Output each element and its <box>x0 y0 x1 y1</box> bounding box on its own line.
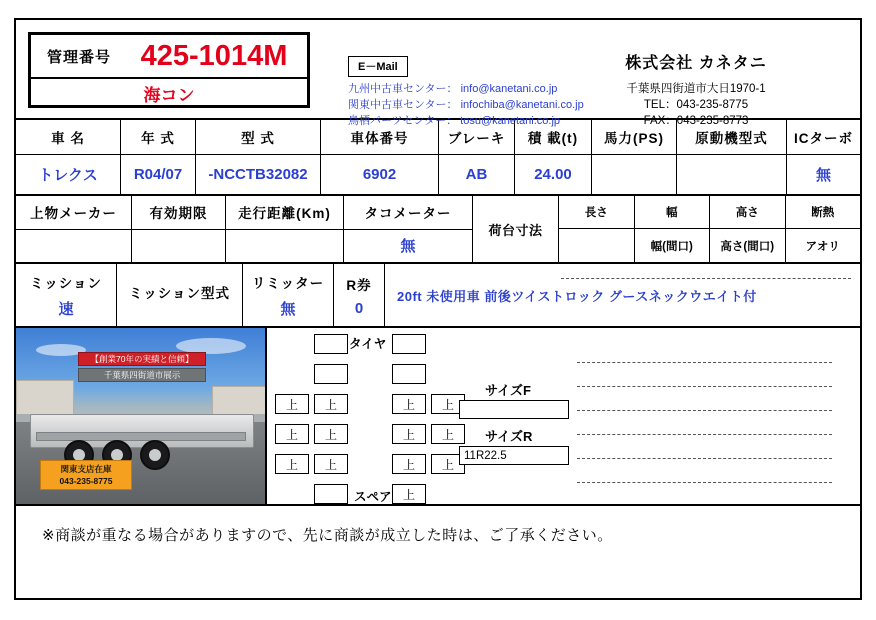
email-line-kanto: 関東中古車センター： infochiba@kanetani.co.jp <box>348 99 584 111</box>
size-r-input[interactable]: 11R22.5 <box>459 446 569 465</box>
tire-axle2-inner-right[interactable]: 上 <box>392 424 426 444</box>
company-name: 株式会社 カネタニ <box>625 55 767 72</box>
spec-header-chassis: 車体番号 <box>321 120 439 154</box>
dash-line-4 <box>577 434 832 435</box>
tire-title: タイヤ <box>349 337 387 351</box>
spec-value-model: -NCCTB32082 <box>196 155 321 194</box>
tire-box-front-right[interactable] <box>392 334 426 354</box>
limiter-cell: リミッター 無 <box>243 264 334 326</box>
trailer-beam <box>36 432 246 441</box>
tire-axle3-inner-right[interactable]: 上 <box>392 454 426 474</box>
dash-line-6 <box>577 482 832 483</box>
spec-value-engine <box>677 155 787 194</box>
company-block <box>546 50 846 129</box>
rticket-cell: R券 0 <box>346 277 372 317</box>
tire-box-second-left[interactable] <box>314 364 348 384</box>
spec-header-power: 馬力(PS) <box>592 120 677 154</box>
nidai-dash-line <box>561 278 851 279</box>
maker-header-body: 上物メーカー <box>16 196 132 229</box>
tire-axle2-outer-right[interactable]: 上 <box>431 424 465 444</box>
spec-header-engine: 原動機型式 <box>677 120 787 154</box>
email-line-tosu: 鳥栖パーツセンター： tosu@kanetani.co.jp <box>348 115 561 127</box>
tire-axle3-outer-right[interactable]: 上 <box>431 454 465 474</box>
nidai-grid <box>559 196 860 262</box>
spec-value-chassis: 6902 <box>321 155 439 194</box>
tire-axle2-inner-left[interactable]: 上 <box>314 424 348 444</box>
spec-value-power <box>592 155 677 194</box>
nidai-label: 荷台寸法 <box>473 196 559 262</box>
tire-axle3-outer-left[interactable]: 上 <box>275 454 309 474</box>
equipment-note: 20ft 未使用車 前後ツイストロック グースネックウエイト付 <box>384 264 860 326</box>
tire-axle3-inner-left[interactable]: 上 <box>314 454 348 474</box>
spare-label: スペア <box>354 490 392 504</box>
nidai-blank <box>559 229 635 262</box>
company-tel: TEL：043-235-8775 <box>643 99 749 111</box>
spec-value-year: R04/07 <box>121 155 196 194</box>
size-f-input[interactable] <box>459 400 569 419</box>
trailer-body <box>30 414 254 448</box>
spec-sheet <box>14 18 862 600</box>
spec-header-brake: ブレーキ <box>439 120 515 154</box>
tire-box-spare[interactable] <box>314 484 348 504</box>
tire-diagram-area <box>267 328 860 504</box>
dash-line-2 <box>577 386 832 387</box>
maker-header-expiry: 有効期限 <box>132 196 226 229</box>
nidai-bottom-row <box>559 229 860 262</box>
footer-note <box>16 506 860 562</box>
maker-group <box>16 196 472 262</box>
photo-banner-red: 【創業70年の実績と信頼】 <box>78 352 206 366</box>
management-number-box <box>28 32 310 108</box>
wheel-3 <box>140 440 170 470</box>
footer-note-text: ※商談が重なる場合がありますので、先に商談が成立した時は、ご了承ください。 <box>42 526 613 544</box>
maker-value-expiry <box>132 230 226 262</box>
tire-axle1-inner-right[interactable]: 上 <box>392 394 426 414</box>
mission-group <box>16 264 384 326</box>
tire-box-second-right[interactable] <box>392 364 426 384</box>
tire-box-front-left[interactable] <box>314 334 348 354</box>
spec-value-brake: AB <box>439 155 515 194</box>
tire-axle2-outer-left[interactable]: 上 <box>275 424 309 444</box>
management-category: 海コン <box>143 86 195 105</box>
nidai-aori: アオリ <box>805 240 840 253</box>
spec-value-load: 24.00 <box>515 155 592 194</box>
size-r-label: サイズR <box>485 429 533 444</box>
management-number-label: 管理番号 <box>46 48 111 66</box>
building-shape <box>16 380 74 416</box>
dash-line-5 <box>577 458 832 459</box>
maker-value-mileage <box>226 230 344 262</box>
spec-header-model: 型 式 <box>196 120 321 154</box>
photo-tag-line1: 関東支店在庫 <box>60 464 112 474</box>
vehicle-photo <box>16 328 267 504</box>
dash-line-3 <box>577 410 832 411</box>
spec-header-load: 積 載(t) <box>515 120 592 154</box>
management-number-row <box>31 35 307 79</box>
email-tag: E－Mail <box>348 56 408 77</box>
photo-tire-block <box>16 326 860 506</box>
nidai-top-row <box>559 196 860 229</box>
nidai-width-opening: 幅(間口) <box>635 229 711 262</box>
maker-header-row <box>16 196 472 229</box>
sheet-header <box>16 20 860 127</box>
tire-axle1-outer-left[interactable]: 上 <box>275 394 309 414</box>
spec-header-name: 車 名 <box>16 120 121 154</box>
nidai-group <box>472 196 860 262</box>
spec-header-year: 年 式 <box>121 120 196 154</box>
maker-value-row <box>16 229 472 262</box>
mission-type-cell: ミッション型式 <box>117 264 243 326</box>
company-fax: FAX：043-235-8773 <box>643 115 749 127</box>
email-line-kyushu: 九州中古車センター： info@kanetani.co.jp <box>348 83 558 95</box>
maker-value-tacho: 無 <box>400 238 416 256</box>
nidai-width: 幅 <box>635 196 711 228</box>
mission-block <box>16 264 860 326</box>
maker-header-tacho: タコメーター <box>364 206 452 222</box>
spec-value-row <box>16 155 860 196</box>
mission-cell: ミッション 速 <box>16 264 117 326</box>
maker-header-mileage: 走行距離(Km) <box>226 196 344 229</box>
spec-value-turbo: 無 <box>815 167 831 184</box>
tire-axle1-outer-right[interactable]: 上 <box>431 394 465 414</box>
spec-value-name: トレクス <box>16 155 121 194</box>
photo-tag-line2: 043-235-8775 <box>59 476 113 486</box>
tire-axle1-inner-left[interactable]: 上 <box>314 394 348 414</box>
company-address: 千葉県四街道市大日1970-1 <box>626 83 766 95</box>
nidai-height: 高さ <box>710 196 786 228</box>
nidai-insulation: 断熱 <box>811 207 835 219</box>
photo-contact-tag <box>40 460 132 490</box>
building-shape-2 <box>212 386 267 416</box>
nidai-height-opening: 高さ(間口) <box>710 229 786 262</box>
size-f-label: サイズF <box>485 383 531 398</box>
management-number-value: 425-1014M <box>140 39 288 72</box>
photo-banner-gray: 千葉県四街道市展示 <box>78 368 206 382</box>
tire-spare-up[interactable]: 上 <box>392 484 426 504</box>
nidai-length: 長さ <box>559 196 635 228</box>
maker-value-body <box>16 230 132 262</box>
spec-header-turbo: ICターボ <box>794 131 853 146</box>
dash-line-1 <box>577 362 832 363</box>
body-dimension-block <box>16 196 860 264</box>
